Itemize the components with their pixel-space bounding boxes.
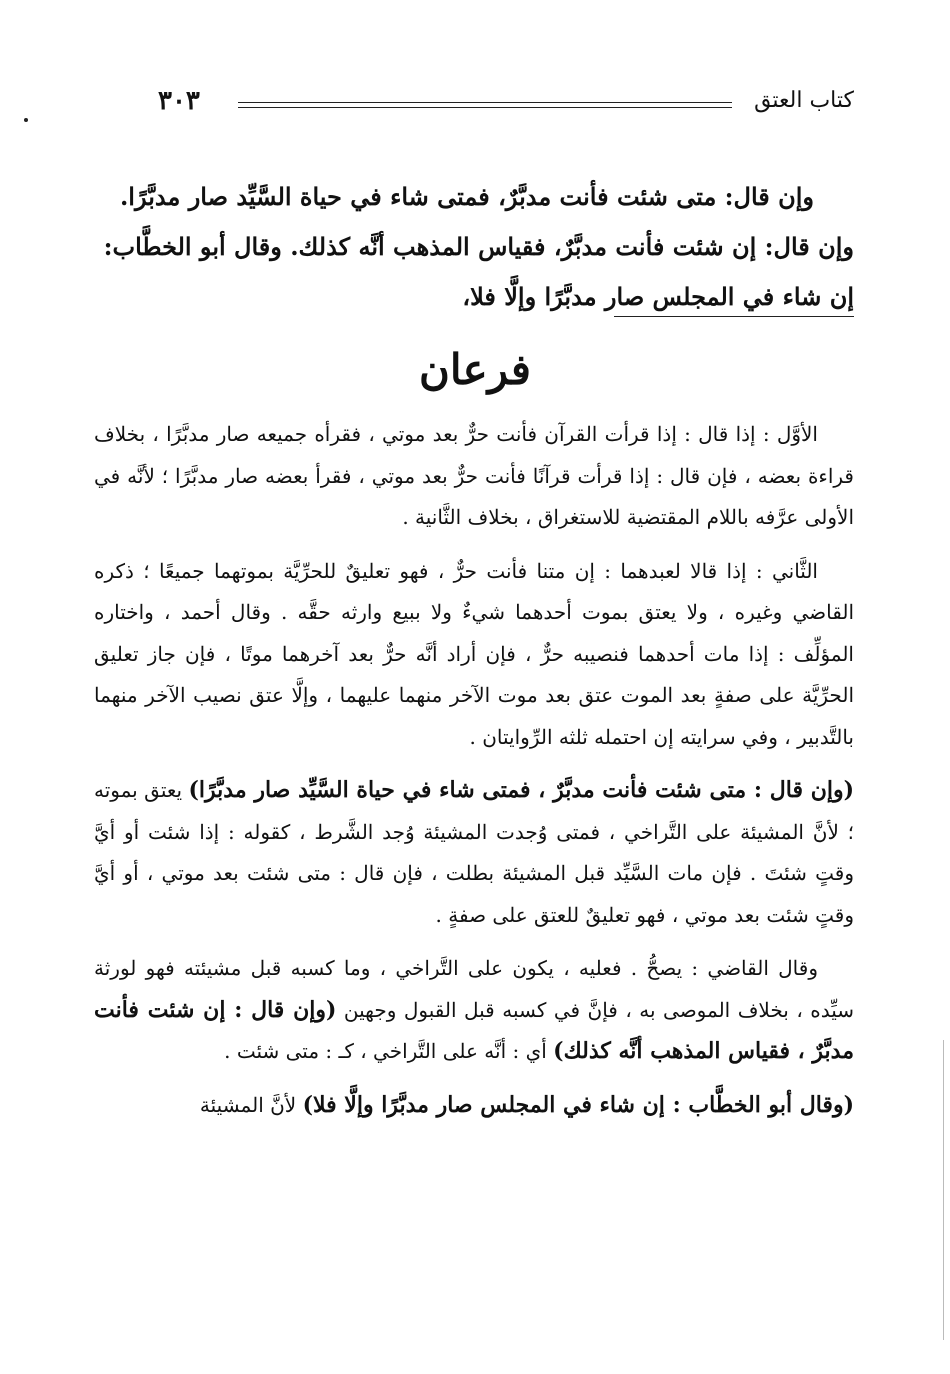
main-text-separator [614, 316, 854, 317]
quoted-main-text: (وقال أبو الخطَّاب : إن شاء في المجلس صار مدبَّرًا وإلَّا فلا) [302, 1091, 854, 1118]
book-name: كتاب العتق [754, 88, 854, 113]
commentary-text: أي : أنَّه على التَّراخي ، كـ : متى شئت . [224, 1039, 547, 1063]
commentary-block [94, 414, 854, 1138]
header-rule [238, 102, 732, 108]
page-number: ٣٠٣ [158, 86, 200, 116]
main-text-line-3: إن شاء في المجلس صار مدبَّرًا وإلَّا فلا، [462, 282, 854, 311]
quoted-main-text: (وإن قال : إن شئت فأنت مدبَّرٌ ، فقياس المذهب أنَّه كذلك) [94, 996, 854, 1064]
paragraph-second-branch: الثَّاني : إذا قالا لعبدهما : إن متنا فأنت حرٌّ ، فهو تعليقٌ للحرِّيَّة بموتهما جميعًا ؛ ذكره القاضي وغيره ، ولا يعتق بموت أحدهما شيءٌ ولا ببيع وارثه حقَّه . وقال أحمد ، واختاره المؤلِّف : إذا مات أحدهما فنصيبه حرٌّ ، فإن أراد أنَّه حرٌّ بعد آخرهما موتًا ، فإن جاز تعليق الحرِّيَّة على صفةٍ بعد الموت عتق بعد موت الآخر منهما عليهما ، وإلَّا عتق نصيب الآخر منهما بالتَّدبير ، وفي سرايته إن احتمله ثلثه الرِّوايتان . [94, 558, 854, 749]
commentary-text: لأنَّ المشيئة [199, 1092, 297, 1117]
commentary-text: يعتق بموته ؛ لأنَّ المشيئة على التَّراخي ، فمتى وُجدت المشيئة وُجد الشَّرط ، كقوله : إذا شئت أو أيَّ وقتٍ شئتَ . فإن مات السَّيِّد قبل المشيئة بطلت ، فإن قال : متى شئت بعد موتي ، أو أيَّ وقتٍ شئت بعد موتي ، فهو تعليقٌ للعتق على صفةٍ . [94, 778, 854, 927]
section-title: فرعان [419, 345, 531, 394]
quoted-main-text: (وإن قال : متى شئت فأنت مدبَّرٌ ، فمتى شاء في حياة السَّيِّد صار مدبَّرًا) [188, 777, 854, 803]
scan-speck [24, 118, 28, 122]
commentary-text: وقال القاضي : يصحُّ . فعليه ، يكون على التَّراخي ، وما كسبه قبل مشيئته فهو لورثة سيِّده ، بخلاف الموصى به ، فإنَّ في كسبه قبل القبول وجهين [94, 956, 855, 1022]
paragraph-fourth [94, 948, 854, 1073]
main-text-block [94, 172, 854, 322]
main-text-line-2: وإن قال: إن شئت فأنت مدبَّرٌ، فقياس المذهب أنَّه كذلك. وقال أبو الخطَّاب: [103, 232, 854, 261]
scan-edge-line [943, 1040, 944, 1340]
running-header [150, 86, 854, 126]
main-text-line-1: وإن قال: متى شئت فأنت مدبَّرٌ، فمتى شاء في حياة السَّيِّد صار مدبَّرًا. [119, 182, 814, 211]
paragraph-fifth [94, 1085, 854, 1127]
paragraph-first-branch: الأوَّل : إذا قال : إذا قرأت القرآن فأنت حرٌّ بعد موتي ، فقرأه جميعه صار مدبَّرًا ، بخلاف قراءة بعضه ، فإن قال : إذا قرأت قرآنًا فأنت حرٌّ بعد موتي ، فقرأ بعضه صار مدبَّرًا ؛ لأنَّه في الأولى عرَّفه باللام المقتضية للاستغراق ، بخلاف الثَّانية . [94, 422, 854, 529]
paragraph-third [94, 770, 854, 936]
